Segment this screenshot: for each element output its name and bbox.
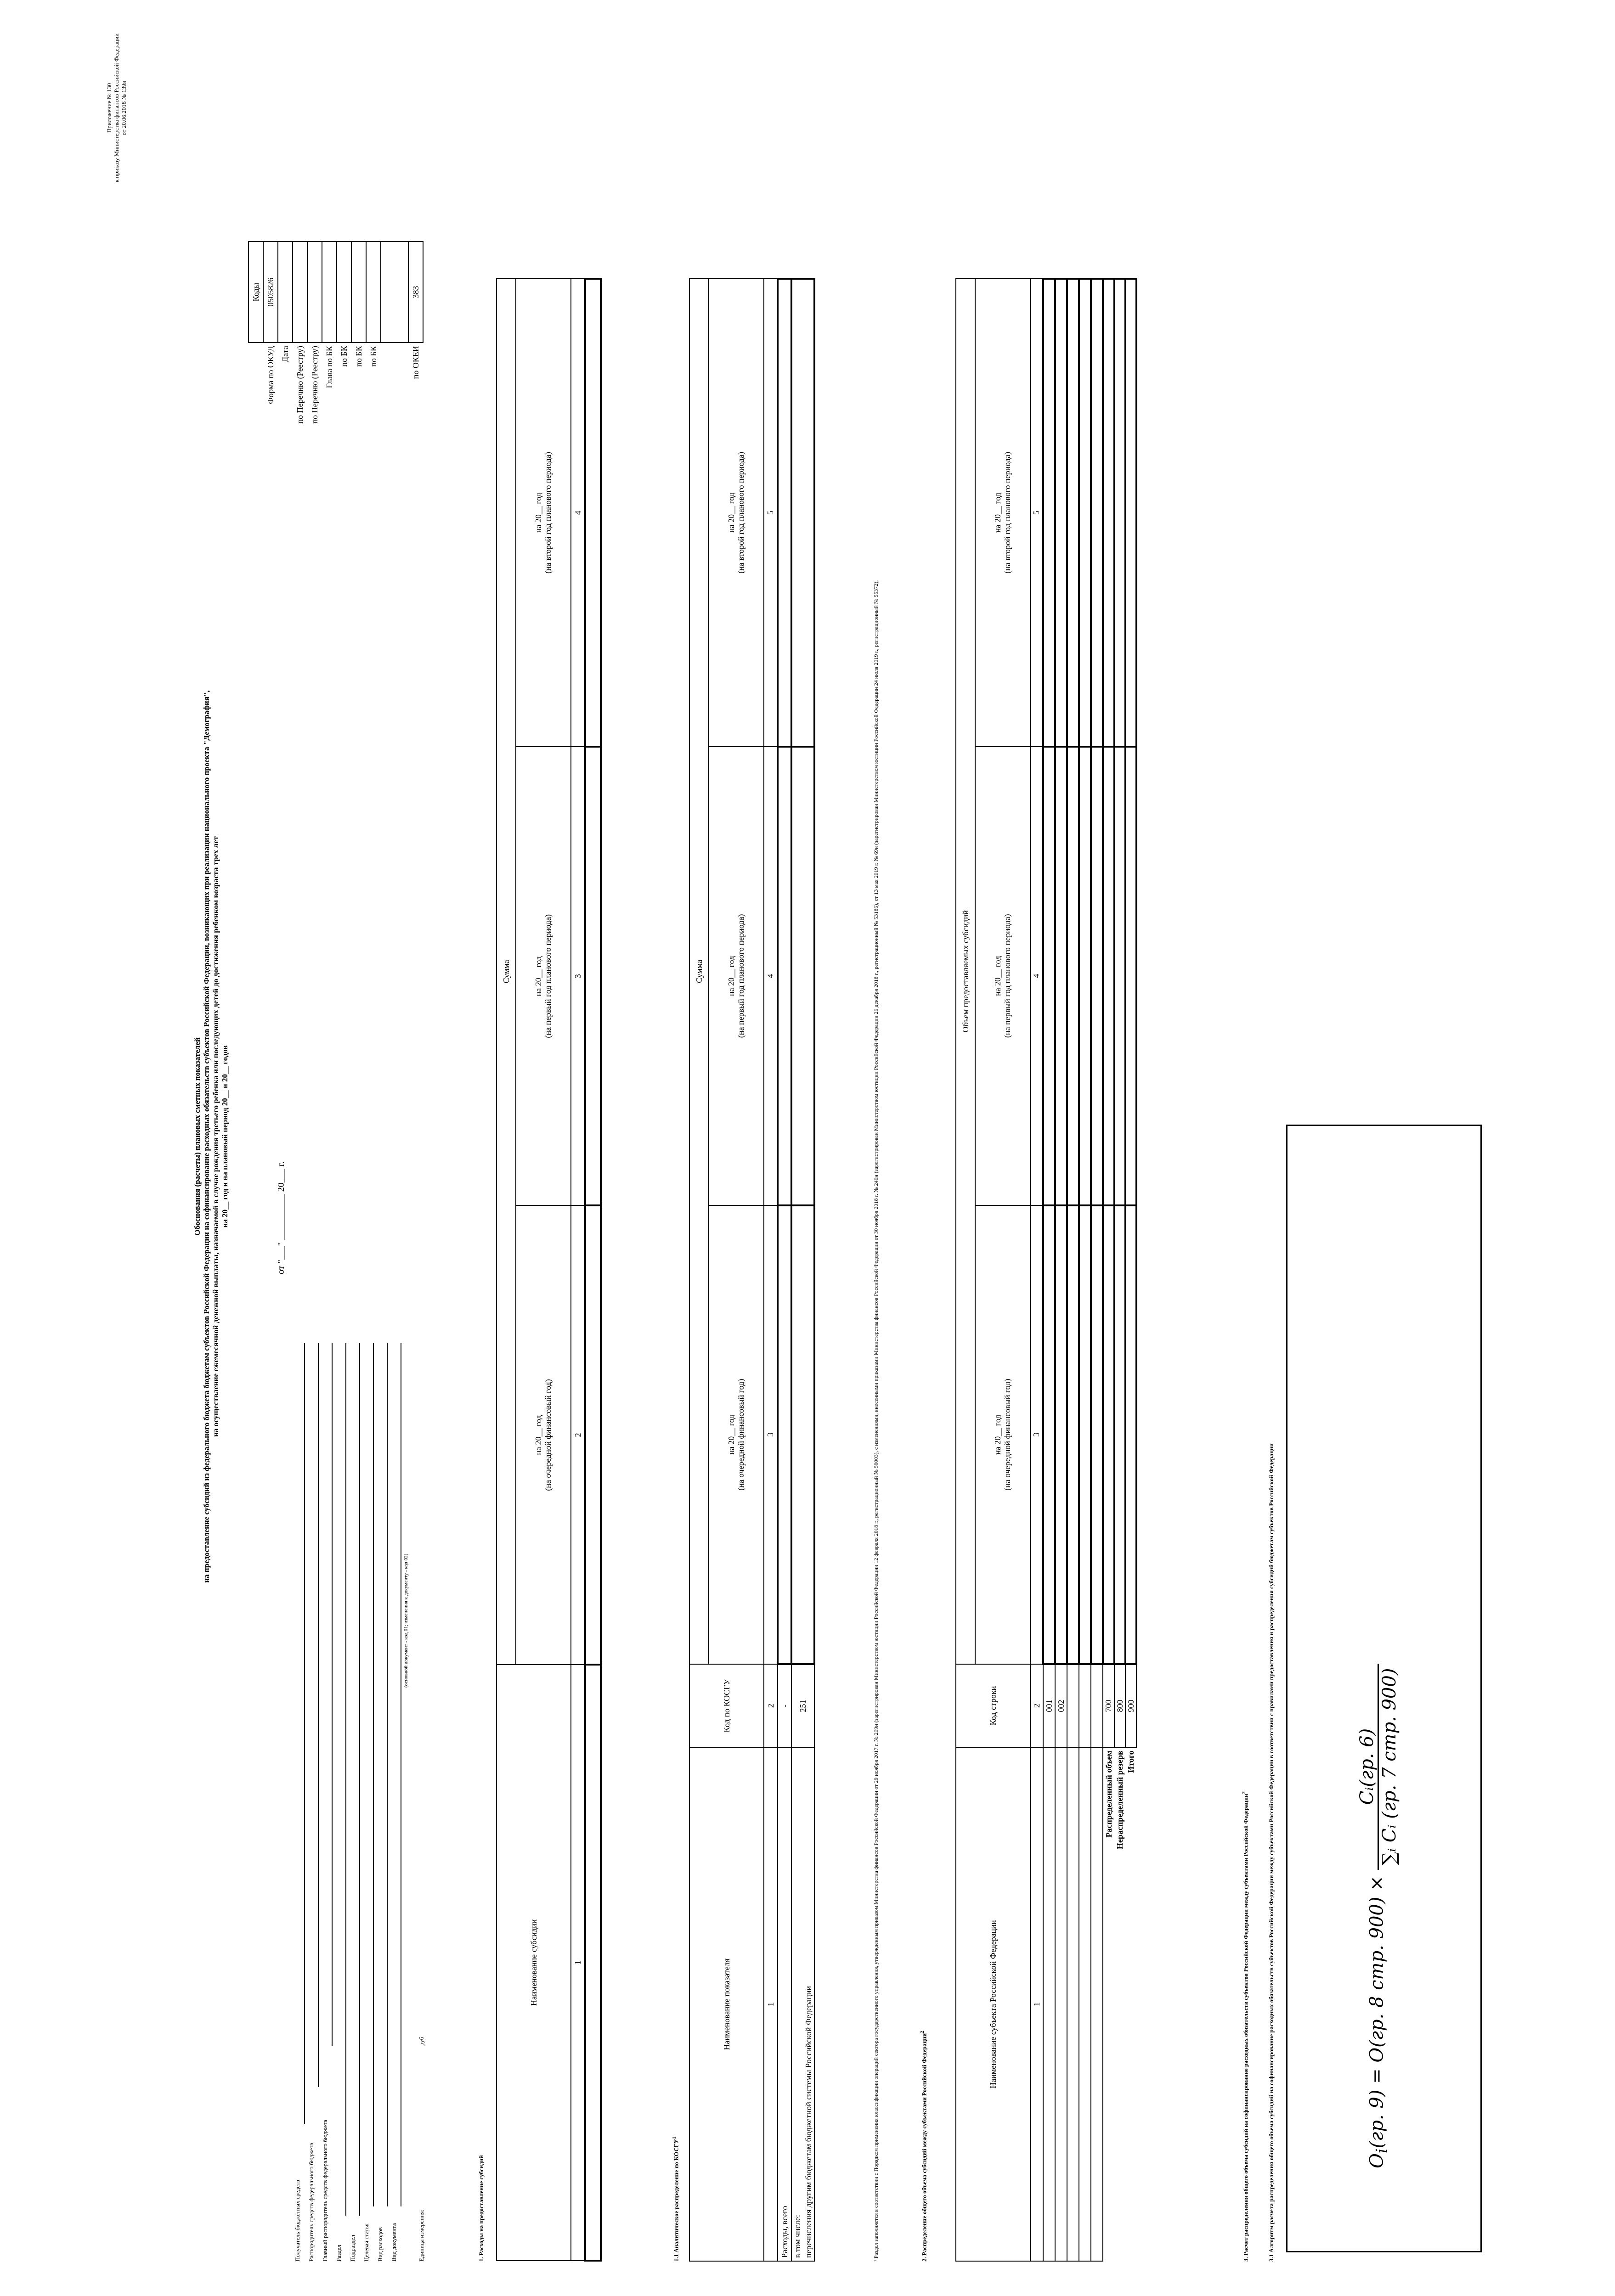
- code-okei: 383: [408, 242, 423, 343]
- s2-label-700: Распределенный объем: [1104, 1750, 1113, 1838]
- s2-col-y2-b: (на первый год планового периода): [1003, 914, 1012, 1038]
- s1-num-4: 4: [571, 279, 585, 747]
- s2-data-cell[interactable]: [1055, 279, 1067, 747]
- s2-col-y2-a: на 20__ год: [993, 956, 1002, 996]
- formula-box: [1286, 1125, 1482, 2252]
- section3-title-text: 3. Расчет распределения общего объема субсидий на софинансирование расходных обязательств субъектов Российской Федерации между субъектами Российской Федерации: [1242, 1794, 1249, 2262]
- s2-row-code-800: 800: [1114, 1664, 1125, 1748]
- s2-data-cell[interactable]: [1103, 747, 1114, 1205]
- s1-num-3: 3: [571, 747, 585, 1205]
- s2-data-cell[interactable]: [1055, 1205, 1067, 1664]
- title-line2: на предоставление субсидий из федерального бюджета бюджетам субъектов Российской Федерации на софинансирование расходных обязательств субъектов Российской Федерации, возникающих при реализации национального проекта "Демография",: [202, 690, 211, 1583]
- field-subsection: Подраздел: [349, 2234, 356, 2262]
- code-label-registry1: по Перечню (Реестру): [295, 346, 305, 424]
- section3-title-sup: 2: [1241, 1791, 1247, 1794]
- s11-col-y3-a: на 20__ год: [727, 492, 736, 533]
- s11-col-y1-b: (на очередной финансовый год): [736, 1379, 745, 1491]
- s11-col-kosgu: Код по КОСГУ: [689, 1664, 764, 1748]
- s2-row-name[interactable]: [1091, 1747, 1103, 2261]
- s2-data-cell[interactable]: [1114, 747, 1125, 1205]
- s11-col-y1-a: на 20__ год: [727, 1414, 736, 1455]
- s11-num-3: 3: [764, 1205, 778, 1664]
- s1-col-y3-a: на 20__ год: [534, 492, 543, 533]
- s2-num-1: 1: [1030, 1747, 1043, 2261]
- s1-col-y1: [516, 1205, 571, 1664]
- title-line4: на 20__ год и на плановый период 20__ и 20__ годов: [220, 1045, 229, 1228]
- code-label-blank: [381, 343, 408, 461]
- code-bk2: [351, 242, 366, 343]
- s11-col-y3-b: (на второй год планового периода): [736, 451, 745, 574]
- s2-data-cell[interactable]: [1067, 747, 1079, 1205]
- s2-row-code: [1079, 1664, 1091, 1748]
- code-label-date: Дата: [280, 346, 290, 363]
- s2-data-cell[interactable]: [1043, 747, 1055, 1205]
- field-main-distributor: Главный распорядитель средств федерального бюджета: [322, 2120, 328, 2262]
- field-target-item: Целевая статья: [363, 2223, 370, 2262]
- s2-data-cell[interactable]: [1091, 1205, 1103, 1664]
- s2-data-cell[interactable]: [1125, 747, 1136, 1205]
- s2-row-code: 002: [1055, 1664, 1067, 1748]
- s2-data-cell[interactable]: [1043, 279, 1055, 747]
- s11-data-cell[interactable]: [791, 747, 814, 1205]
- section1-table: [496, 278, 602, 2262]
- code-blank: [381, 242, 408, 343]
- header-fields: [294, 425, 459, 2262]
- s2-row-name[interactable]: [1079, 1747, 1091, 2261]
- codes-table: [248, 241, 424, 461]
- section11-table: [689, 278, 815, 2262]
- s2-row-code: [1067, 1664, 1079, 1748]
- s2-data-cell[interactable]: [1067, 1205, 1079, 1664]
- s11-data-cell[interactable]: [778, 747, 791, 1205]
- code-registry2: [307, 242, 322, 343]
- field-expense-type: Вид расходов: [377, 2227, 384, 2262]
- doc-type-note: (основной документ - код 01; изменения к документу - код 02): [403, 1553, 409, 1688]
- s2-data-cell[interactable]: [1067, 279, 1079, 747]
- formula-lhs: O: [1366, 2153, 1388, 2168]
- code-label-bk3: по БК: [368, 346, 378, 367]
- code-registry1: [293, 242, 307, 343]
- s1-data-cell[interactable]: [585, 747, 601, 1205]
- s11-row-transfer-code: 251: [791, 1664, 814, 1748]
- s1-num-1: 1: [571, 1665, 585, 2261]
- s2-data-cell[interactable]: [1114, 279, 1125, 747]
- s2-col-y3-b: (на второй год планового периода): [1003, 451, 1012, 574]
- s2-data-cell[interactable]: [1091, 279, 1103, 747]
- s1-col-y1-b: (на очередной финансовый год): [543, 1379, 553, 1491]
- s1-data-cell[interactable]: [585, 279, 601, 747]
- s1-col-y2-b: (на первый год планового периода): [543, 914, 553, 1038]
- code-label-okud: Форма по ОКУД: [265, 346, 275, 404]
- footnote: ¹ Раздел заполняется в соответствии с Порядком применения классификации операций сектора государственного управления, утвержденным приказом Министерства финансов Российской Федерации от 29 ноября 2017 г. № 209н (зарегистрирован Министерством юстиции Российской Федерации 12 февраля 2018 г., регистрационный № 50003), с изменениями, внесенными приказами Министерства финансов Российской Федерации от 30 ноября 2018 г. № 246н (зарегистрирован Министерством юстиции Российской Федерации 26 декабря 2018 г., регистрационный № 53186), от 13 мая 2019 г. № 69н (зарегистрирован Министерством юстиции Российской Федерации 24 июля 2019 г., регистрационный № 55372).: [873, 580, 879, 2262]
- code-label-chapter: Глава по БК: [324, 346, 334, 388]
- formula-numerator: Cᵢ(гр. 6): [1356, 1664, 1379, 1870]
- formula-lhs-sub: i: [1372, 2148, 1391, 2154]
- s11-col-y1: [709, 1205, 764, 1664]
- s2-data-cell[interactable]: [1079, 747, 1091, 1205]
- section1-title: 1. Расходы на предоставление субсидий: [478, 2155, 485, 2262]
- s2-data-cell[interactable]: [1114, 1205, 1125, 1664]
- section11-title-sup: 1: [672, 2137, 677, 2139]
- formula-lhs-arg: (гр. 9) = O(гр. 8 стр. 900) ×: [1366, 1875, 1388, 2149]
- s11-row-transfer-label: перечисления другим бюджетам бюджетной системы Российской Федерации: [803, 1747, 814, 2261]
- s2-row-code-900: 900: [1125, 1664, 1136, 1748]
- code-date: [278, 242, 293, 343]
- s1-data-cell[interactable]: [585, 1665, 601, 2261]
- section2-table: [955, 278, 1137, 2262]
- section2-title-text: 2. Распределение общего объема субсидий между субъектами Российской Федерации: [920, 2033, 928, 2262]
- s11-col-sum: Сумма: [689, 279, 709, 1664]
- s2-label-800: Нераспределенный резерв: [1115, 1750, 1124, 1850]
- s2-row-name[interactable]: [1043, 1747, 1055, 2261]
- appendix-header: [106, 21, 128, 195]
- s11-col-y2-b: (на первый год планового периода): [736, 914, 745, 1038]
- field-recipient: Получатель бюджетных средств: [294, 2180, 301, 2262]
- field-section: Раздел: [335, 2245, 342, 2262]
- field-distributor: Распорядитель средств федерального бюджета: [308, 2143, 315, 2262]
- s1-num-2: 2: [571, 1205, 585, 1664]
- codes-header: Коды: [248, 242, 263, 343]
- s11-data-cell[interactable]: [791, 279, 814, 747]
- s1-col-name: Наименование субсидии: [497, 1665, 571, 2261]
- s11-col-y2: [709, 747, 764, 1205]
- code-bk1: [337, 242, 351, 343]
- s2-num-5: 5: [1030, 279, 1043, 747]
- section11-title-text: 1.1 Аналитическое распределение по КОСГУ: [672, 2139, 680, 2262]
- section3-title: [1240, 1791, 1249, 2262]
- formula-expression: [1356, 1664, 1400, 2168]
- s2-data-cell[interactable]: [1079, 1205, 1091, 1664]
- s2-col-code: Код строки: [956, 1664, 1030, 1748]
- s2-row-name[interactable]: [1055, 1747, 1067, 2261]
- s2-data-cell[interactable]: [1055, 747, 1067, 1205]
- s11-num-4: 4: [764, 747, 778, 1205]
- s11-row-total-code: -: [778, 1664, 791, 1748]
- s2-col-volume: Объем предоставляемых субсидий: [956, 279, 975, 1664]
- s2-col-y3-a: на 20__ год: [993, 492, 1002, 533]
- code-bk3: [366, 242, 381, 343]
- s11-data-cell[interactable]: [778, 279, 791, 747]
- date-line: от "___" __________ 20___ г.: [276, 1161, 286, 1274]
- s2-data-cell[interactable]: [1079, 279, 1091, 747]
- code-chapter: [322, 242, 337, 343]
- s2-row-name[interactable]: [1067, 1747, 1079, 2261]
- s1-col-sum: Сумма: [497, 279, 516, 1665]
- section31-title: 3.1 Алгоритм расчета распределения общего объема субсидий на софинансирование расходных обязательств субъектов Российской Федерации между субъектами Российской Федерации в соответствии с правилами предоставления и распределения субсидий бюджетам субъектов Российской Федерации: [1268, 1443, 1275, 2262]
- s11-col-y2-a: на 20__ год: [727, 956, 736, 996]
- s1-data-cell[interactable]: [585, 1205, 601, 1664]
- s2-col-y3: [975, 279, 1030, 747]
- title-line3: на осуществление ежемесячной денежной выплаты, назначаемой в случае рождения третьего ребенка или последующих детей до достижения ребенком возраста трех лет: [211, 836, 220, 1437]
- s2-row-code: [1091, 1664, 1103, 1748]
- s1-col-y3-b: (на второй год планового периода): [543, 452, 553, 574]
- code-label-okei: по ОКЕИ: [411, 346, 420, 379]
- s2-num-2: 2: [1030, 1664, 1043, 1748]
- section2-title-sup: 2: [920, 2031, 925, 2033]
- code-okud: 0505826: [263, 242, 278, 343]
- s1-col-y2: [516, 747, 571, 1205]
- section11-title: [671, 2137, 680, 2262]
- s2-data-cell[interactable]: [1103, 1205, 1114, 1664]
- appendix-line3: от 20.06.2018 № 139н: [120, 80, 127, 135]
- appendix-line2: к приказу Министерства финансов Российской Федерации: [113, 33, 120, 183]
- s2-col-name: Наименование субъекта Российской Федерации: [956, 1747, 1030, 2261]
- s11-data-cell[interactable]: [778, 1205, 791, 1664]
- s2-data-cell[interactable]: [1125, 1205, 1136, 1664]
- code-label-bk2: по БК: [354, 346, 363, 367]
- s2-col-y1-b: (на очередной финансовый год): [1003, 1379, 1012, 1491]
- s1-col-y3: [516, 279, 571, 747]
- s2-data-cell[interactable]: [1103, 279, 1114, 747]
- s11-row-total-label: Расходы, всего: [778, 1747, 791, 2261]
- s2-row-code: 001: [1043, 1664, 1055, 1748]
- title-line1: Обоснования (расчеты) плановых сметных показателей: [193, 1037, 202, 1236]
- code-label-registry2: по Перечню (Реестру): [310, 346, 319, 424]
- s11-col-y3: [709, 279, 764, 747]
- s2-data-cell[interactable]: [1043, 1205, 1055, 1664]
- s11-row-incl-label: в том числе:: [791, 1747, 803, 2261]
- section2-title: [919, 2031, 928, 2262]
- s2-num-3: 3: [1030, 1205, 1043, 1664]
- s11-num-5: 5: [764, 279, 778, 747]
- unit-label: Единица измерения:: [418, 2209, 425, 2262]
- s2-col-y1: [975, 1205, 1030, 1664]
- unit-value: руб: [418, 2037, 425, 2046]
- s11-num-2: 2: [764, 1664, 778, 1748]
- s2-col-y1-a: на 20__ год: [993, 1414, 1002, 1455]
- formula-fraction: [1356, 1664, 1400, 1870]
- s2-row-code-700: 700: [1103, 1664, 1114, 1748]
- field-document-type: Вид документа: [390, 2223, 397, 2262]
- s1-col-y2-a: на 20__ год: [534, 956, 543, 996]
- s2-col-y2: [975, 747, 1030, 1205]
- s2-label-900: Итого: [1126, 1750, 1135, 1773]
- formula-denominator: ∑ᵢ Cᵢ (гр. 7 стр. 900): [1379, 1668, 1400, 1865]
- page-title: [193, 425, 230, 1848]
- s1-col-y1-a: на 20__ год: [534, 1415, 543, 1455]
- s2-data-cell[interactable]: [1125, 279, 1136, 747]
- code-label-bk1: по БК: [339, 346, 349, 367]
- appendix-line1: Приложение № 130: [106, 83, 113, 133]
- s11-col-name: Наименование показателя: [689, 1747, 764, 2261]
- s2-num-4: 4: [1030, 747, 1043, 1205]
- s11-data-cell[interactable]: [791, 1205, 814, 1664]
- s2-data-cell[interactable]: [1091, 747, 1103, 1205]
- s11-num-1: 1: [764, 1747, 778, 2261]
